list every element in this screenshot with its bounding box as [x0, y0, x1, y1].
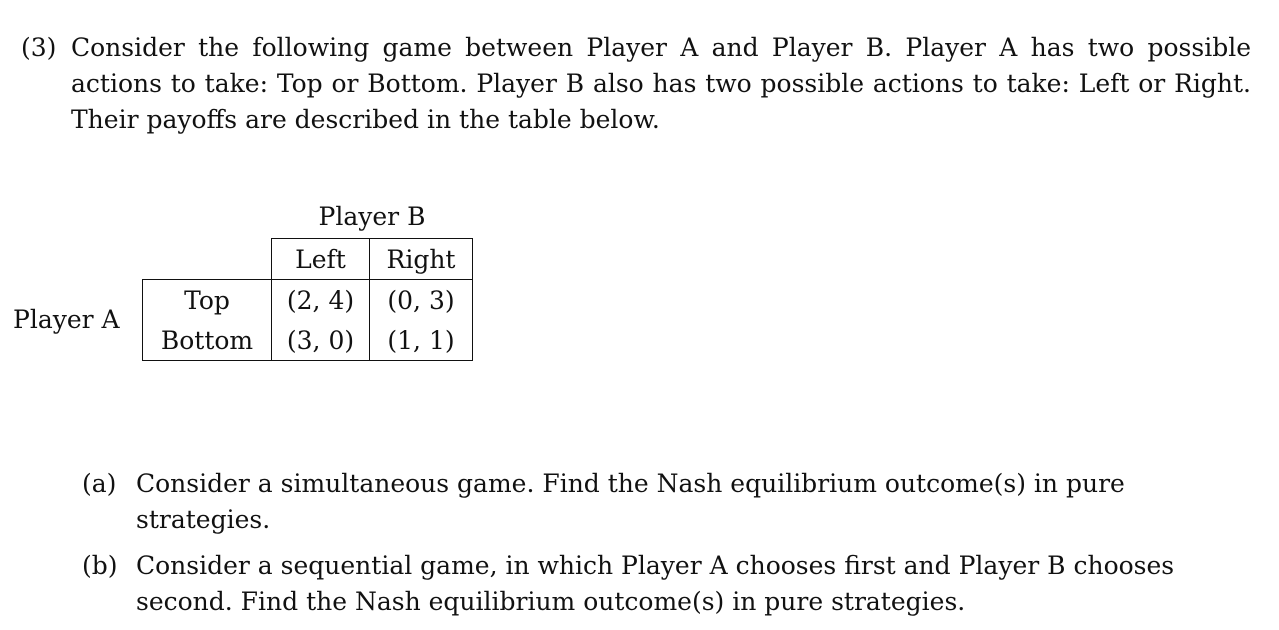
payoff-cell: (1, 1) [370, 320, 473, 361]
corner-cell [143, 239, 272, 280]
payoff-cell: (3, 0) [272, 320, 370, 361]
part-b [82, 548, 1252, 620]
table-row [143, 280, 473, 321]
problem-text: Consider the following game between Player A and Player B. Player A has two possible actions to take: Top or Bottom. Player B also has two possible actions to take: Left or Right. Their payoffs are described in the table below. [71, 33, 1251, 134]
payoff-cell: (2, 4) [272, 280, 370, 321]
column-header-left: Left [272, 239, 370, 280]
problem-number: (3) [21, 33, 57, 62]
question-parts [82, 466, 1252, 630]
payoff-table [142, 238, 473, 361]
header-row [143, 239, 473, 280]
column-header-right: Right [370, 239, 473, 280]
part-text: Consider a simultaneous game. Find the Nash equilibrium outcome(s) in pure strategies. [136, 469, 1125, 534]
row-label-bottom: Bottom [143, 320, 272, 361]
row-label-top: Top [143, 280, 272, 321]
part-label: (a) [82, 469, 117, 498]
column-player-label: Player B [318, 202, 426, 231]
row-player-label: Player A [13, 305, 120, 334]
table-row [143, 320, 473, 361]
payoff-cell: (0, 3) [370, 280, 473, 321]
part-label: (b) [82, 551, 118, 580]
part-text: Consider a sequential game, in which Player A chooses first and Player B chooses second. Find the Nash equilibrium outcome(s) in pure strategies. [136, 551, 1175, 616]
part-a [82, 466, 1252, 538]
